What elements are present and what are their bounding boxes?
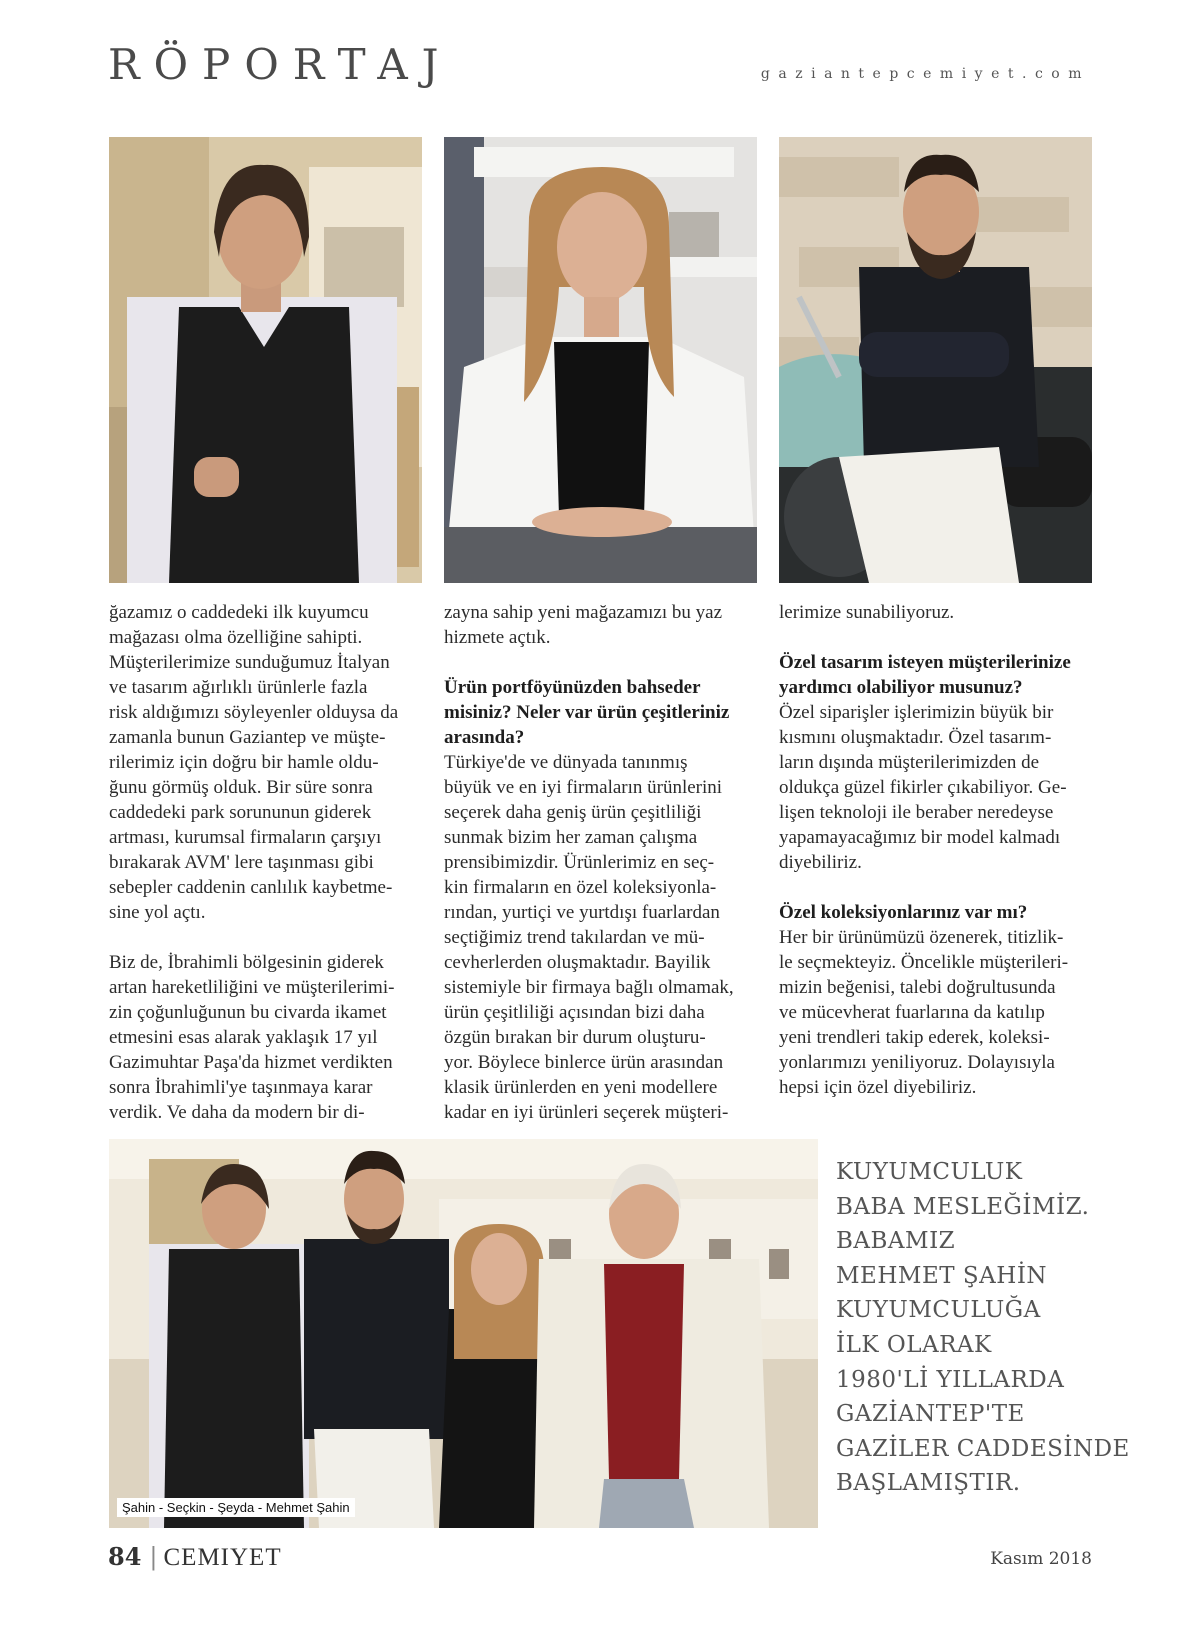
group-photo [109,1139,818,1528]
photo-caption: Şahin - Seçkin - Şeyda - Mehmet Şahin [117,1498,355,1517]
interview-question: Özel tasarım isteyen müşterilerinize yardımcı olabiliyor musunuz? [779,652,1071,698]
paragraph: Türkiye'de ve dünyada tanınmış büyük ve en iyi firmaların ürünlerini seçerek daha geniş ürün çeşitliliği sunmak bizim her zaman çalışma prensibimizdir. Ürünlerimiz en seç- kin firmaların en özel koleksiyonla- rından, yurtiçi ve yurtdışı fuarlardan seçtiğimiz trend takılardan ve mü- cevherlerden oluşmaktadır. Bayilik sistemiyle bir firmaya bağlı olmamak, ürün çeşitliliği açısından bizi daha özgün bırakan bir durum oluşturu- yor. Böylece binlerce ürün arasından klasik ürünlerden en yeni modellere kadar en iyi ürünleri seçerek müşteri- [444,752,734,1123]
page-number: 84 [108,1542,142,1571]
issue-date: Kasım 2018 [990,1549,1092,1569]
portrait-photo-sahin [109,137,422,583]
website-url: gaziantepcemiyet.com [760,66,1090,82]
pull-quote: KUYUMCULUK BABA MESLEĞİMİZ. BABAMIZ MEHMET ŞAHİN KUYUMCULUĞA İLK OLARAK 1980'Lİ YILLARDA GAZİANTEP'TE GAZİLER CADDESİNDE BAŞLAMIŞTIR. [836,1159,1130,1497]
portrait-photo-seyda [444,137,757,583]
paragraph: zayna sahip yeni mağazamızı bu yaz hizmete açtık. [444,602,723,648]
paragraph: lerimize sunabiliyoruz. [779,602,955,623]
footer-left [108,1542,282,1572]
magazine-name: CEMIYET [163,1544,282,1571]
text-column-2 [444,600,754,1150]
portrait-photo-seckin [779,137,1092,583]
text-column-3 [779,600,1089,1125]
footer-separator: | [149,1543,158,1571]
interview-question: Özel koleksiyonlarınız var mı? [779,902,1028,923]
paragraph: Biz de, İbrahimli bölgesinin giderek artan hareketliliğini ve müşterilerimi- zin çoğunluğunun bu civarda ikamet etmesini esas alarak yaklaşık 17 yıl Gazimuhtar Paşa'da hizmet verdikten sonra İbrahimli'ye taşınmaya karar verdik. Ve daha da modern bir di- [109,952,395,1123]
paragraph: Özel siparişler işlerimizin büyük bir kısmını oluşmaktadır. Özel tasarım- ların dışında müşterilerimizden de oldukça güzel fikirler çıkabiliyor. Ge- lişen teknoloji ile beraber neredeyse yapamayacağımız bir model kalmadı diyebiliriz. [779,702,1067,873]
paragraph: ğazamız o caddedeki ilk kuyumcu mağazası olma özelliğine sahipti. Müşterilerimize sunduğumuz İtalyan ve tasarım ağırlıklı ürünlerle fazla risk aldığımızı söyleyenler olduysa da zamanla bunun Gaziantep ve müşte- rilerimiz için doğru bir hamle oldu- ğunu görmüş olduk. Bir süre sonra caddedeki park sorununun giderek artması, kurumsal firmaların çarşıyı bırakarak AVM' lere taşınması gibi sebepler caddenin canlılık kaybetme- sine yol açtı. [109,602,399,923]
interview-question: Ürün portföyünüzden bahseder misiniz? Neler var ürün çeşitleriniz arasında? [444,677,730,748]
section-title: RÖPORTAJ [108,40,453,89]
text-column-1 [109,600,419,1150]
paragraph: Her bir ürünümüzü özenerek, titizlik- le seçmekteyiz. Öncelikle müşterileri- mizin beğenisi, talebi doğrultusunda ve mücevherat fuarlarına da katılıp yeni trendleri takip ederek, koleksi- yonlarımızı yeniliyoruz. Dolayısıyla hepsi için özel diyebiliriz. [779,927,1069,1098]
